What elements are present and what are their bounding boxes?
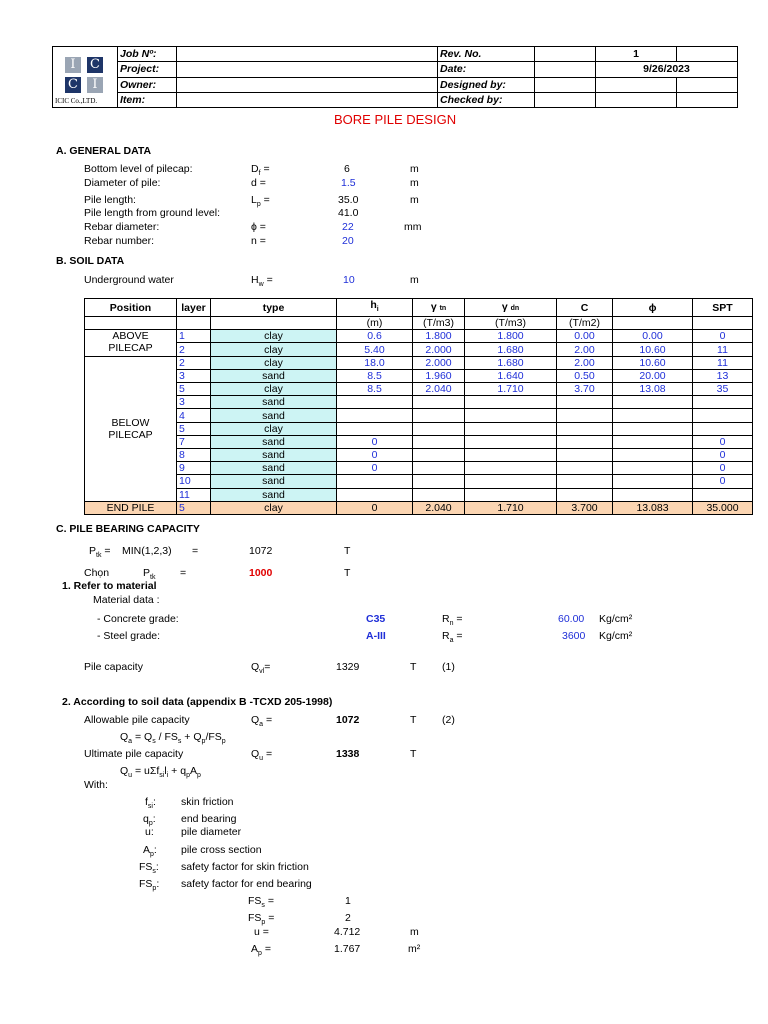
def-sym: $A_p$: bbox=[143, 844, 157, 859]
def-desc: safety factor for end bearing bbox=[181, 878, 312, 890]
allow-unit: T bbox=[410, 714, 417, 726]
value-cell bbox=[465, 488, 557, 501]
general-unit: m bbox=[410, 194, 419, 206]
rev-value-a bbox=[535, 47, 596, 62]
cap-label: Pile capacity bbox=[84, 661, 143, 673]
ptk-label: $P_{tk}$ = bbox=[89, 545, 111, 560]
value-cell bbox=[465, 475, 557, 488]
param-value: 4.712 bbox=[334, 926, 361, 938]
soil-row bbox=[85, 435, 753, 448]
general-sym: d = bbox=[251, 177, 266, 189]
value-cell bbox=[337, 422, 413, 435]
layer-cell: 8 bbox=[177, 448, 211, 461]
param-unit: m² bbox=[408, 943, 421, 955]
ptk-unit: T bbox=[344, 545, 351, 557]
rn-sym: $R_n$ = bbox=[442, 613, 463, 628]
value-cell: 35.000 bbox=[693, 501, 753, 514]
value-cell: 13 bbox=[693, 369, 753, 382]
value-cell bbox=[413, 409, 465, 422]
value-cell: 13.08 bbox=[613, 383, 693, 396]
item-value bbox=[177, 92, 438, 107]
value-cell: 1.680 bbox=[465, 356, 557, 369]
water-value: 10 bbox=[343, 274, 355, 286]
logo-letter: I bbox=[65, 57, 81, 73]
general-label: Pile length: bbox=[84, 194, 136, 206]
designed-value bbox=[596, 77, 677, 92]
cap-ref: (1) bbox=[442, 661, 455, 673]
soil-row bbox=[85, 422, 753, 435]
value-cell bbox=[557, 409, 613, 422]
general-label: Pile length from ground level: bbox=[84, 207, 220, 219]
value-cell bbox=[413, 396, 465, 409]
value-cell bbox=[413, 422, 465, 435]
value-cell bbox=[557, 435, 613, 448]
date-value: 9/26/2023 bbox=[596, 62, 738, 77]
checked-value-c bbox=[677, 92, 738, 107]
param-sym: $FS_s$ = bbox=[248, 895, 274, 910]
ult-label: Ultimate pile capacity bbox=[84, 748, 184, 760]
cap-sym: $Q_{vl}=$ bbox=[251, 661, 271, 676]
general-sym: ϕ = bbox=[251, 221, 266, 233]
value-cell bbox=[557, 475, 613, 488]
soil-table bbox=[84, 298, 753, 515]
param-sym: $FS_p$ = bbox=[248, 912, 275, 927]
col-header: γ tn bbox=[413, 299, 465, 317]
rn-unit: Kg/cm² bbox=[599, 613, 633, 625]
value-cell: 0 bbox=[693, 462, 753, 475]
value-cell: 1.710 bbox=[465, 501, 557, 514]
value-cell: 1.640 bbox=[465, 369, 557, 382]
soil-row bbox=[85, 448, 753, 461]
logo-letter: C bbox=[65, 77, 81, 93]
value-cell bbox=[337, 396, 413, 409]
rev-value: 1 bbox=[596, 47, 677, 62]
def-desc: end bearing bbox=[181, 813, 237, 825]
soil-heading: B. SOIL DATA bbox=[56, 255, 125, 267]
value-cell bbox=[557, 422, 613, 435]
value-cell: 0 bbox=[337, 448, 413, 461]
ptk-eq: = bbox=[192, 545, 199, 557]
layer-cell: 5 bbox=[177, 383, 211, 396]
layer-cell: 4 bbox=[177, 409, 211, 422]
value-cell bbox=[613, 409, 693, 422]
value-cell: 0 bbox=[337, 462, 413, 475]
unit-cell bbox=[211, 317, 337, 330]
concrete-value: C35 bbox=[366, 613, 386, 625]
header-table bbox=[52, 46, 738, 108]
def-desc: safety factor for skin friction bbox=[181, 861, 309, 873]
owner-label: Owner: bbox=[118, 77, 177, 92]
unit-cell bbox=[613, 317, 693, 330]
general-sym: n = bbox=[251, 235, 266, 247]
value-cell: 1.800 bbox=[413, 330, 465, 343]
layer-cell: 5 bbox=[177, 422, 211, 435]
soil-row bbox=[85, 356, 753, 369]
ult-formula: $Q_u = u\Sigma f_{si}l_i + q_pA_p$ bbox=[120, 765, 201, 780]
value-cell bbox=[557, 462, 613, 475]
unit-cell bbox=[693, 317, 753, 330]
type-cell: clay bbox=[211, 343, 337, 356]
logo-text: ICIC Co.,LTD. bbox=[55, 97, 98, 105]
chon-unit: T bbox=[344, 567, 351, 579]
cap-unit: T bbox=[410, 661, 417, 673]
allow-value: 1072 bbox=[336, 714, 360, 726]
value-cell bbox=[413, 475, 465, 488]
unit-cell: (T/m3) bbox=[465, 317, 557, 330]
steel-label: - Steel grade: bbox=[97, 630, 161, 642]
chon-label: Chọn bbox=[84, 567, 110, 579]
general-value: 41.0 bbox=[338, 207, 359, 219]
ra-sym: $R_a$ = bbox=[442, 630, 463, 645]
unit-cell bbox=[85, 317, 177, 330]
layer-cell: 3 bbox=[177, 369, 211, 382]
allow-sym: $Q_a$ = bbox=[251, 714, 273, 729]
type-cell: clay bbox=[211, 330, 337, 343]
chon-eq: = bbox=[180, 567, 187, 579]
param-unit: m bbox=[410, 926, 419, 938]
type-cell: sand bbox=[211, 369, 337, 382]
value-cell bbox=[557, 396, 613, 409]
value-cell bbox=[557, 488, 613, 501]
value-cell bbox=[613, 396, 693, 409]
col-header: C bbox=[557, 299, 613, 317]
checked-value bbox=[596, 92, 677, 107]
ra-value: 3600 bbox=[562, 630, 586, 642]
value-cell: 2.000 bbox=[413, 343, 465, 356]
soil-row bbox=[85, 383, 753, 396]
type-cell: sand bbox=[211, 488, 337, 501]
soil-row bbox=[85, 343, 753, 356]
value-cell: 8.5 bbox=[337, 369, 413, 382]
param-sym: u = bbox=[254, 926, 269, 938]
concrete-label: - Concrete grade: bbox=[97, 613, 179, 625]
general-unit: m bbox=[410, 163, 419, 175]
type-cell: clay bbox=[211, 501, 337, 514]
general-sym: $D_f$ = bbox=[251, 163, 270, 178]
water-unit: m bbox=[410, 274, 419, 286]
checked-label: Checked by: bbox=[438, 92, 535, 107]
def-sym: u: bbox=[145, 826, 154, 838]
value-cell: 0 bbox=[693, 435, 753, 448]
value-cell bbox=[613, 435, 693, 448]
rev-value-c bbox=[677, 47, 738, 62]
company-logo bbox=[53, 47, 118, 108]
col-header: Position bbox=[85, 299, 177, 317]
value-cell: 8.5 bbox=[337, 383, 413, 396]
value-cell: 3.70 bbox=[557, 383, 613, 396]
def-sym: $FS_p$: bbox=[139, 878, 160, 893]
material-heading: 1. Refer to material bbox=[62, 580, 157, 592]
col-header: ϕ bbox=[613, 299, 693, 317]
designed-value-c bbox=[677, 77, 738, 92]
general-value: 35.0 bbox=[338, 194, 359, 206]
job-label: Job Nº: bbox=[118, 47, 177, 62]
type-cell: sand bbox=[211, 462, 337, 475]
value-cell: 20.00 bbox=[613, 369, 693, 382]
soil-row bbox=[85, 396, 753, 409]
checked-value-a bbox=[535, 92, 596, 107]
col-header: type bbox=[211, 299, 337, 317]
value-cell: 0.50 bbox=[557, 369, 613, 382]
unit-cell: (T/m3) bbox=[413, 317, 465, 330]
col-header: γ dn bbox=[465, 299, 557, 317]
value-cell bbox=[413, 488, 465, 501]
with-label: With: bbox=[84, 779, 108, 791]
value-cell bbox=[693, 422, 753, 435]
def-sym: $f_{si}$: bbox=[145, 796, 156, 811]
value-cell: 0 bbox=[693, 330, 753, 343]
rn-value: 60.00 bbox=[558, 613, 585, 625]
value-cell bbox=[693, 396, 753, 409]
value-cell: 11 bbox=[693, 356, 753, 369]
value-cell: 2.00 bbox=[557, 343, 613, 356]
def-sym: $q_p$: bbox=[143, 813, 156, 828]
chon-value: 1000 bbox=[249, 567, 273, 579]
designed-label: Designed by: bbox=[438, 77, 535, 92]
allow-label: Allowable pile capacity bbox=[84, 714, 190, 726]
value-cell: 1.680 bbox=[465, 343, 557, 356]
allow-formula: $Q_a = Q_s / FS_s + Q_p/FS_p$ bbox=[120, 731, 226, 746]
value-cell bbox=[613, 475, 693, 488]
ra-unit: Kg/cm² bbox=[599, 630, 633, 642]
ult-value: 1338 bbox=[336, 748, 360, 760]
soil-row bbox=[85, 330, 753, 343]
value-cell: 0.00 bbox=[613, 330, 693, 343]
chon-sym: $P_{tk}$ bbox=[143, 567, 156, 582]
steel-value: A-III bbox=[366, 630, 386, 642]
unit-cell: (m) bbox=[337, 317, 413, 330]
value-cell: 2.000 bbox=[413, 356, 465, 369]
project-value bbox=[177, 62, 438, 77]
rev-label: Rev. No. bbox=[438, 47, 535, 62]
def-desc: skin friction bbox=[181, 796, 234, 808]
end-pile-row bbox=[85, 501, 753, 514]
value-cell bbox=[465, 396, 557, 409]
job-value bbox=[177, 47, 438, 62]
soil-row bbox=[85, 369, 753, 382]
soil-row bbox=[85, 488, 753, 501]
value-cell: 2.00 bbox=[557, 356, 613, 369]
def-sym: $FS_s$: bbox=[139, 861, 159, 876]
value-cell: 0 bbox=[693, 475, 753, 488]
def-desc: pile cross section bbox=[181, 844, 262, 856]
value-cell bbox=[613, 462, 693, 475]
value-cell: 10.60 bbox=[613, 356, 693, 369]
value-cell bbox=[465, 422, 557, 435]
value-cell bbox=[413, 462, 465, 475]
type-cell: sand bbox=[211, 409, 337, 422]
unit-cell: (T/m2) bbox=[557, 317, 613, 330]
general-unit: mm bbox=[404, 221, 422, 233]
value-cell: 0 bbox=[337, 435, 413, 448]
layer-cell: 2 bbox=[177, 343, 211, 356]
param-sym: $A_p$ = bbox=[251, 943, 271, 958]
water-label: Underground water bbox=[84, 274, 174, 286]
ptk-expr: MIN(1,2,3) bbox=[122, 545, 172, 557]
general-value: 22 bbox=[342, 221, 354, 233]
general-label: Rebar number: bbox=[84, 235, 155, 247]
position-end: END PILE bbox=[85, 501, 177, 514]
item-label: Item: bbox=[118, 92, 177, 107]
allow-ref: (2) bbox=[442, 714, 455, 726]
col-header: $h_i$ bbox=[337, 299, 413, 317]
value-cell: 0 bbox=[693, 448, 753, 461]
position-below: BELOW PILECAP bbox=[85, 356, 177, 501]
general-label: Bottom level of pilecap: bbox=[84, 163, 193, 175]
value-cell: 11 bbox=[693, 343, 753, 356]
layer-cell: 11 bbox=[177, 488, 211, 501]
value-cell bbox=[693, 488, 753, 501]
param-value: 1 bbox=[345, 895, 351, 907]
value-cell bbox=[337, 475, 413, 488]
value-cell: 0.00 bbox=[557, 330, 613, 343]
value-cell: 2.040 bbox=[413, 383, 465, 396]
general-sym: $L_p$ = bbox=[251, 194, 270, 209]
value-cell bbox=[613, 448, 693, 461]
general-value: 20 bbox=[342, 235, 354, 247]
general-label: Rebar diameter: bbox=[84, 221, 160, 233]
logo-letter: I bbox=[87, 77, 103, 93]
value-cell bbox=[557, 448, 613, 461]
value-cell: 0.6 bbox=[337, 330, 413, 343]
value-cell: 13.083 bbox=[613, 501, 693, 514]
layer-cell: 7 bbox=[177, 435, 211, 448]
value-cell bbox=[337, 409, 413, 422]
general-value: 1.5 bbox=[341, 177, 356, 189]
type-cell: sand bbox=[211, 448, 337, 461]
col-header: layer bbox=[177, 299, 211, 317]
unit-cell bbox=[177, 317, 211, 330]
value-cell: 5.40 bbox=[337, 343, 413, 356]
value-cell: 1.960 bbox=[413, 369, 465, 382]
value-cell bbox=[337, 488, 413, 501]
layer-cell: 2 bbox=[177, 356, 211, 369]
value-cell: 1.800 bbox=[465, 330, 557, 343]
value-cell: 10.60 bbox=[613, 343, 693, 356]
layer-cell: 3 bbox=[177, 396, 211, 409]
type-cell: sand bbox=[211, 435, 337, 448]
layer-cell: 9 bbox=[177, 462, 211, 475]
owner-value bbox=[177, 77, 438, 92]
cap-value: 1329 bbox=[336, 661, 360, 673]
value-cell bbox=[465, 435, 557, 448]
value-cell: 35 bbox=[693, 383, 753, 396]
date-value-a bbox=[535, 62, 596, 77]
ptk-value: 1072 bbox=[249, 545, 273, 557]
value-cell: 18.0 bbox=[337, 356, 413, 369]
soilcap-heading: 2. According to soil data (appendix B -TCXD 205-1998) bbox=[62, 696, 333, 708]
soil-row bbox=[85, 475, 753, 488]
soil-row bbox=[85, 462, 753, 475]
type-cell: clay bbox=[211, 383, 337, 396]
value-cell bbox=[613, 488, 693, 501]
layer-cell: 5 bbox=[177, 501, 211, 514]
project-label: Project: bbox=[118, 62, 177, 77]
bearing-heading: C. PILE BEARING CAPACITY bbox=[56, 523, 200, 535]
type-cell: sand bbox=[211, 475, 337, 488]
value-cell: 1.710 bbox=[465, 383, 557, 396]
value-cell bbox=[693, 409, 753, 422]
param-value: 2 bbox=[345, 912, 351, 924]
date-label: Date: bbox=[438, 62, 535, 77]
value-cell: 2.040 bbox=[413, 501, 465, 514]
position-above: ABOVE PILECAP bbox=[85, 330, 177, 356]
ult-sym: $Q_u$ = bbox=[251, 748, 273, 763]
layer-cell: 1 bbox=[177, 330, 211, 343]
designed-value-a bbox=[535, 77, 596, 92]
general-label: Diameter of pile: bbox=[84, 177, 161, 189]
material-sub: Material data : bbox=[93, 594, 160, 606]
param-value: 1.767 bbox=[334, 943, 361, 955]
logo-letter: C bbox=[87, 57, 103, 73]
value-cell bbox=[413, 448, 465, 461]
general-unit: m bbox=[410, 177, 419, 189]
type-cell: sand bbox=[211, 396, 337, 409]
general-value: 6 bbox=[344, 163, 350, 175]
value-cell bbox=[465, 448, 557, 461]
water-sym: $H_w$ = bbox=[251, 274, 273, 289]
value-cell bbox=[413, 435, 465, 448]
col-header: SPT bbox=[693, 299, 753, 317]
type-cell: clay bbox=[211, 356, 337, 369]
value-cell: 3.700 bbox=[557, 501, 613, 514]
soil-row bbox=[85, 409, 753, 422]
page-title: BORE PILE DESIGN bbox=[334, 112, 457, 127]
value-cell bbox=[465, 409, 557, 422]
type-cell: clay bbox=[211, 422, 337, 435]
layer-cell: 10 bbox=[177, 475, 211, 488]
value-cell: 0 bbox=[337, 501, 413, 514]
value-cell bbox=[613, 422, 693, 435]
def-desc: pile diameter bbox=[181, 826, 242, 838]
ult-unit: T bbox=[410, 748, 417, 760]
general-heading: A. GENERAL DATA bbox=[56, 145, 152, 157]
value-cell bbox=[465, 462, 557, 475]
